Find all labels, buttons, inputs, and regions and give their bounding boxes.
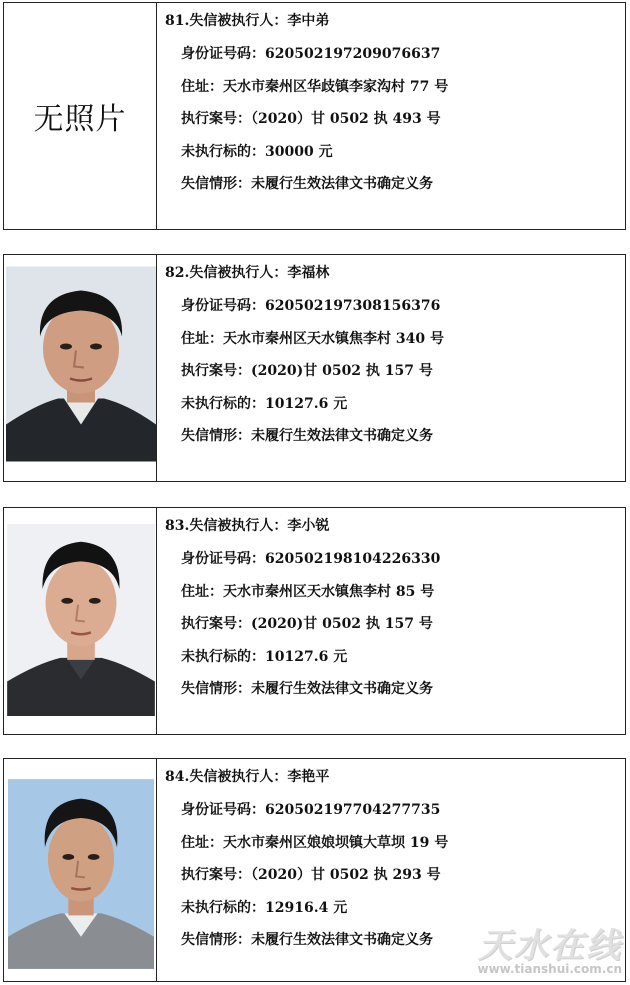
default-situation: 失信情形：未履行生效法律文书确定义务 — [181, 176, 433, 192]
record-info — [157, 508, 625, 734]
unpaid-amount: 未执行标的：10127.6 元 — [181, 396, 348, 412]
photo-frame — [4, 508, 157, 734]
address: 住址：天水市秦州区娘娘坝镇大草坝 19 号 — [181, 835, 449, 851]
person-photo — [8, 779, 154, 969]
record-title: 82.失信被执行人：李福林 — [165, 265, 330, 281]
id-number: 身份证号码：620502197704277735 — [181, 802, 441, 818]
record-title: 81.失信被执行人：李中弟 — [165, 13, 330, 29]
case-number: 执行案号：(2020)甘 0502 执 157 号 — [181, 363, 433, 379]
photo-frame — [4, 3, 157, 229]
photo-frame — [4, 759, 157, 981]
record-title: 83.失信被执行人：李小锐 — [165, 518, 330, 534]
record-info — [157, 255, 625, 481]
unpaid-amount: 未执行标的：10127.6 元 — [181, 649, 348, 665]
case-number: 执行案号：（2020）甘 0502 执 293 号 — [181, 867, 441, 883]
id-number: 身份证号码：620502197308156376 — [181, 298, 441, 314]
id-number: 身份证号码：620502198104226330 — [181, 551, 441, 567]
default-situation: 失信情形：未履行生效法律文书确定义务 — [181, 932, 433, 948]
address: 住址：天水市秦州区天水镇焦李村 85 号 — [181, 584, 435, 600]
watermark-url: www.tianshui.com.cn — [477, 962, 622, 976]
person-photo — [6, 524, 156, 716]
default-situation: 失信情形：未履行生效法律文书确定义务 — [181, 428, 433, 444]
unpaid-amount: 未执行标的：12916.4 元 — [181, 900, 348, 916]
record-title: 84.失信被执行人：李艳平 — [165, 769, 330, 785]
record-card-82 — [3, 254, 626, 482]
watermark-logo-text: 天水在线 — [478, 926, 622, 966]
address: 住址：天水市秦州区华歧镇李家沟村 77 号 — [181, 79, 449, 95]
default-situation: 失信情形：未履行生效法律文书确定义务 — [181, 681, 433, 697]
unpaid-amount: 未执行标的：30000 元 — [181, 144, 333, 160]
record-card-83 — [3, 507, 626, 735]
site-watermark — [456, 918, 626, 980]
no-photo-label: 无照片 — [33, 102, 127, 137]
case-number: 执行案号：(2020)甘 0502 执 157 号 — [181, 616, 433, 632]
id-number: 身份证号码：620502197209076637 — [181, 46, 441, 62]
person-photo — [6, 265, 156, 463]
record-info — [157, 3, 625, 229]
photo-frame — [4, 255, 157, 481]
record-card-81 — [3, 2, 626, 230]
address: 住址：天水市秦州区天水镇焦李村 340 号 — [181, 331, 444, 347]
case-number: 执行案号：（2020）甘 0502 执 493 号 — [181, 111, 441, 127]
